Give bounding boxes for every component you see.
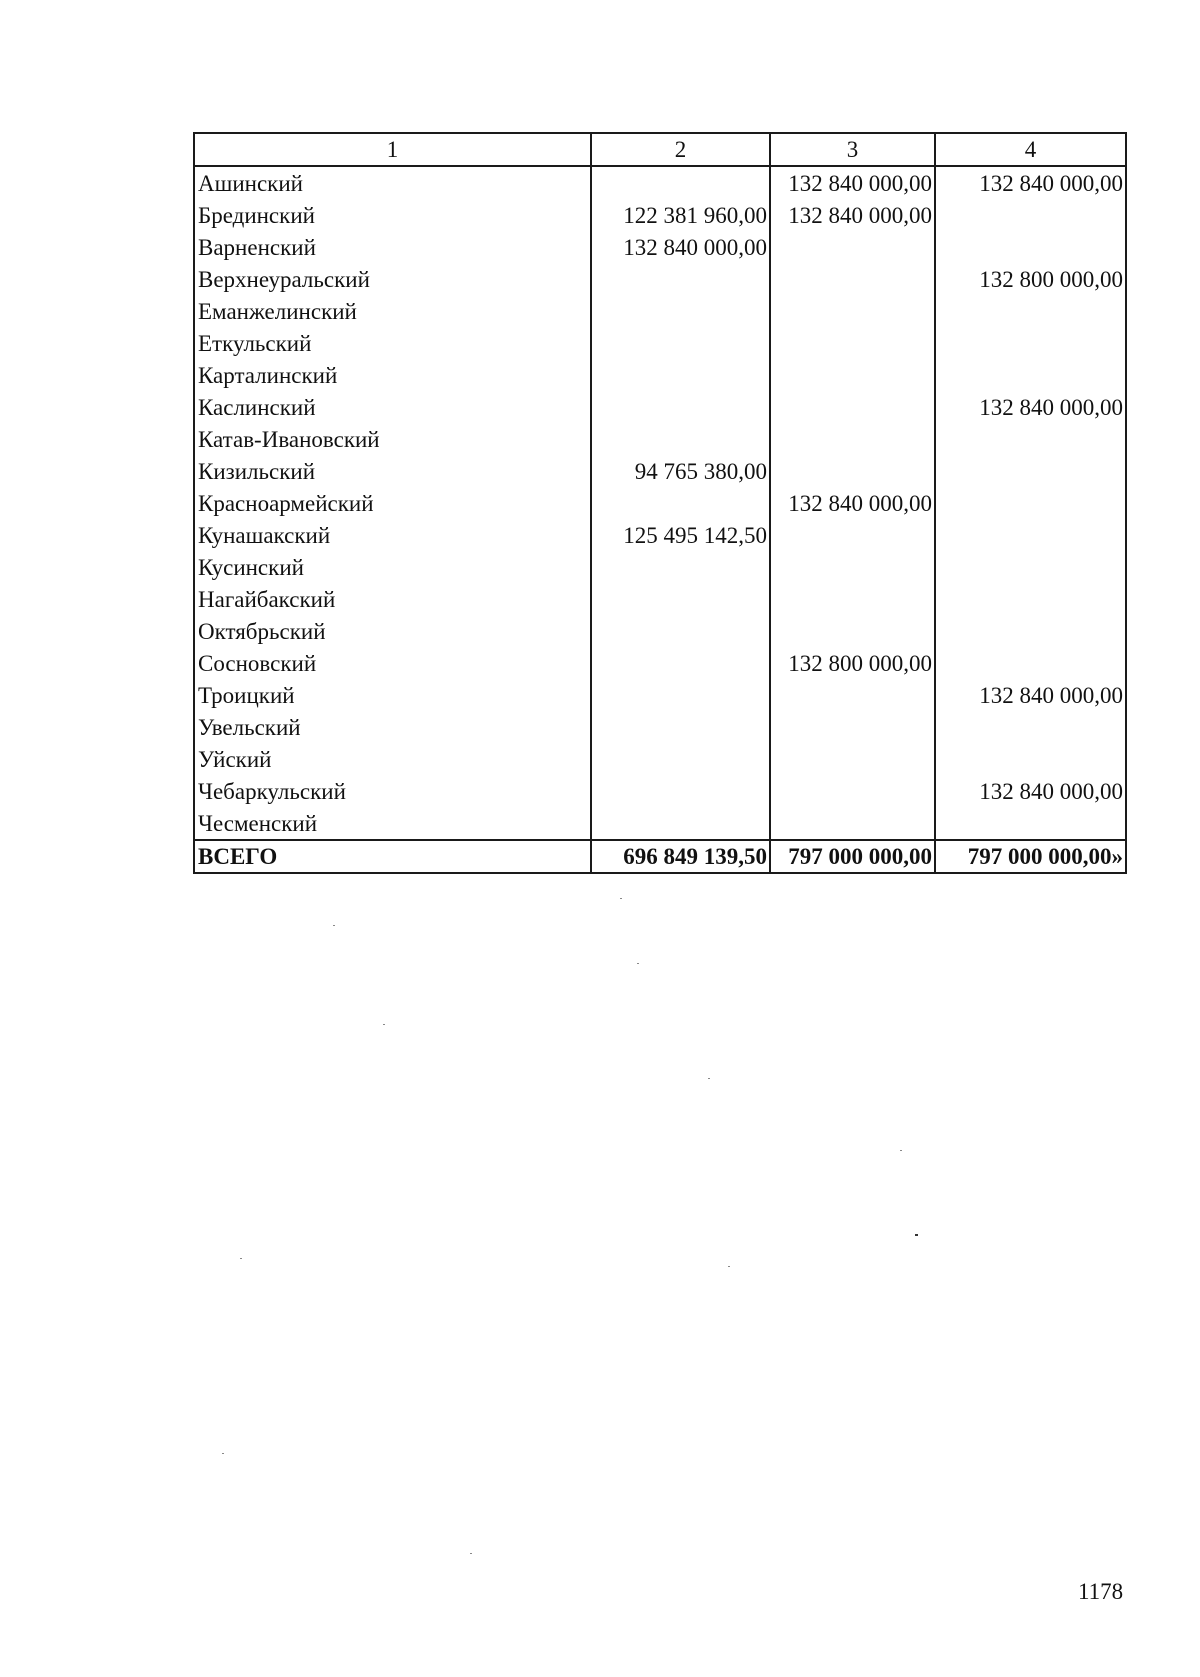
value-col-2: [591, 551, 770, 583]
district-name: Еманжелинский: [194, 295, 591, 327]
district-name: Кусинский: [194, 551, 591, 583]
value-col-3: [770, 583, 935, 615]
value-col-3: [770, 231, 935, 263]
scan-speck: [333, 925, 335, 926]
value-col-4: [935, 647, 1126, 679]
value-col-3: [770, 551, 935, 583]
column-header-4: 4: [935, 133, 1126, 166]
table-row: [194, 679, 1126, 711]
value-col-3: 132 840 000,00: [770, 199, 935, 231]
value-col-3: [770, 679, 935, 711]
value-col-3: [770, 807, 935, 840]
scan-speck: [915, 1234, 918, 1236]
table-row: [194, 615, 1126, 647]
scan-speck: [383, 1024, 385, 1025]
table-header-row: [194, 133, 1126, 166]
value-col-3: [770, 263, 935, 295]
value-col-3: 132 800 000,00: [770, 647, 935, 679]
value-col-4: 132 840 000,00: [935, 775, 1126, 807]
value-col-2: [591, 263, 770, 295]
table-row: [194, 775, 1126, 807]
table-row: [194, 423, 1126, 455]
value-col-4: [935, 807, 1126, 840]
district-name: Октябрьский: [194, 615, 591, 647]
value-col-2: [591, 423, 770, 455]
total-col-3: 797 000 000,00: [770, 840, 935, 873]
column-header-1: 1: [194, 133, 591, 166]
value-col-2: 122 381 960,00: [591, 199, 770, 231]
value-col-2: [591, 583, 770, 615]
district-name: Кунашакский: [194, 519, 591, 551]
district-name: Чебаркульский: [194, 775, 591, 807]
value-col-3: [770, 455, 935, 487]
district-name: Кизильский: [194, 455, 591, 487]
value-col-2: 125 495 142,50: [591, 519, 770, 551]
table-row: [194, 583, 1126, 615]
value-col-4: [935, 711, 1126, 743]
page-number: 1178: [1078, 1579, 1124, 1604]
table-row: [194, 519, 1126, 551]
district-name: Карталинский: [194, 359, 591, 391]
district-name: Уйский: [194, 743, 591, 775]
value-col-2: 132 840 000,00: [591, 231, 770, 263]
value-col-4: [935, 423, 1126, 455]
value-col-3: [770, 327, 935, 359]
value-col-2: [591, 807, 770, 840]
table-row: [194, 263, 1126, 295]
table-row: [194, 807, 1126, 840]
value-col-3: 132 840 000,00: [770, 166, 935, 199]
scan-speck: [728, 1266, 730, 1267]
scan-speck: [222, 1453, 224, 1454]
value-col-3: [770, 423, 935, 455]
district-name: Нагайбакский: [194, 583, 591, 615]
value-col-3: [770, 775, 935, 807]
table-row: [194, 199, 1126, 231]
value-col-4: [935, 327, 1126, 359]
value-col-3: [770, 615, 935, 647]
district-name: Еткульский: [194, 327, 591, 359]
value-col-3: [770, 295, 935, 327]
value-col-2: [591, 711, 770, 743]
value-col-4: [935, 199, 1126, 231]
scan-speck: [708, 1078, 710, 1079]
value-col-4: [935, 615, 1126, 647]
table-row: [194, 391, 1126, 423]
value-col-2: [591, 391, 770, 423]
district-name: Брединский: [194, 199, 591, 231]
value-col-3: [770, 391, 935, 423]
district-name: Троицкий: [194, 679, 591, 711]
district-name: Ашинский: [194, 166, 591, 199]
district-name: Верхнеуральский: [194, 263, 591, 295]
value-col-4: [935, 519, 1126, 551]
value-col-4: [935, 551, 1126, 583]
table-row: [194, 231, 1126, 263]
value-col-4: 132 840 000,00: [935, 679, 1126, 711]
total-col-2: 696 849 139,50: [591, 840, 770, 873]
table-row: [194, 359, 1126, 391]
value-col-3: [770, 359, 935, 391]
scan-speck: [900, 1150, 902, 1151]
table-row: [194, 551, 1126, 583]
value-col-4: 132 800 000,00: [935, 263, 1126, 295]
value-col-2: [591, 743, 770, 775]
value-col-2: [591, 647, 770, 679]
value-col-4: 132 840 000,00: [935, 166, 1126, 199]
district-name: Катав-Ивановский: [194, 423, 591, 455]
value-col-4: 132 840 000,00: [935, 391, 1126, 423]
table-row: [194, 295, 1126, 327]
scan-speck: [620, 898, 622, 899]
district-name: Каслинский: [194, 391, 591, 423]
value-col-2: [591, 775, 770, 807]
table-row: [194, 711, 1126, 743]
column-header-2: 2: [591, 133, 770, 166]
scan-speck: [240, 1258, 242, 1259]
value-col-2: [591, 295, 770, 327]
district-name: Чесменский: [194, 807, 591, 840]
table-row: [194, 327, 1126, 359]
value-col-2: 94 765 380,00: [591, 455, 770, 487]
column-header-3: 3: [770, 133, 935, 166]
value-col-2: [591, 679, 770, 711]
value-col-3: 132 840 000,00: [770, 487, 935, 519]
table-row: [194, 487, 1126, 519]
table-row: [194, 647, 1126, 679]
budget-distribution-table: [193, 132, 1127, 874]
value-col-4: [935, 359, 1126, 391]
table-row: [194, 455, 1126, 487]
value-col-2: [591, 359, 770, 391]
value-col-4: [935, 487, 1126, 519]
scan-speck: [470, 1553, 472, 1554]
district-name: Увельский: [194, 711, 591, 743]
value-col-3: [770, 743, 935, 775]
total-row: [194, 840, 1126, 873]
value-col-3: [770, 519, 935, 551]
value-col-4: [935, 743, 1126, 775]
value-col-2: [591, 615, 770, 647]
value-col-4: [935, 231, 1126, 263]
scan-speck: [637, 963, 639, 964]
total-col-4: 797 000 000,00»: [935, 840, 1126, 873]
district-name: Варненский: [194, 231, 591, 263]
value-col-4: [935, 295, 1126, 327]
value-col-2: [591, 487, 770, 519]
table-row: [194, 743, 1126, 775]
value-col-2: [591, 166, 770, 199]
district-name: Красноармейский: [194, 487, 591, 519]
value-col-3: [770, 711, 935, 743]
value-col-2: [591, 327, 770, 359]
table-body: [194, 166, 1126, 873]
table-row: [194, 166, 1126, 199]
district-name: Сосновский: [194, 647, 591, 679]
value-col-4: [935, 455, 1126, 487]
value-col-4: [935, 583, 1126, 615]
total-label: ВСЕГО: [194, 840, 591, 873]
